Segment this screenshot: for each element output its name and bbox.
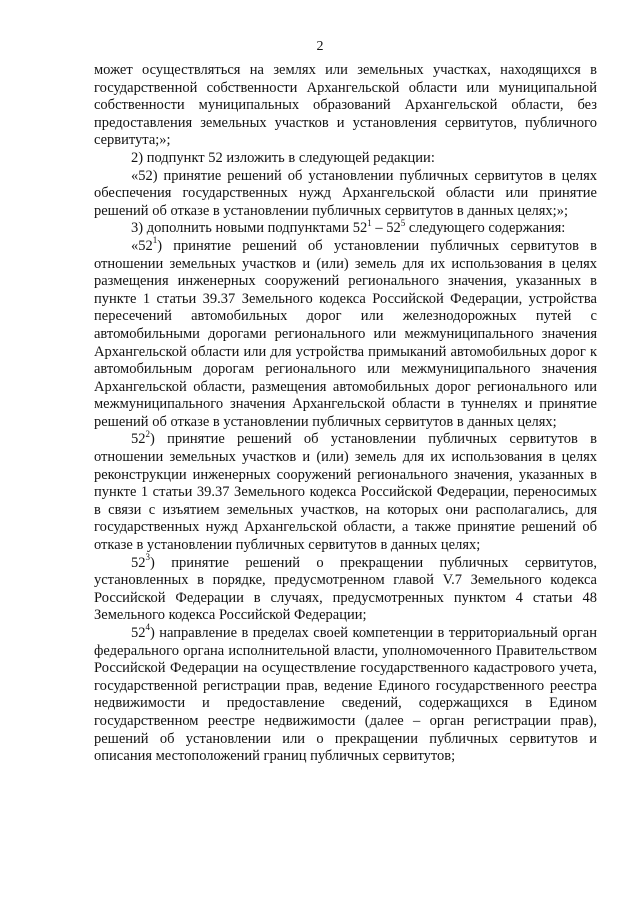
superscript-index: 1 (367, 217, 372, 228)
superscript-index: 2 (145, 428, 150, 439)
text-run: – 52 (371, 220, 401, 237)
paragraph-p2 (94, 168, 597, 221)
superscript-index: 5 (400, 217, 406, 228)
paragraph-p7 (94, 622, 597, 766)
paragraph-p5 (94, 428, 597, 554)
paragraph-p6 (94, 551, 597, 625)
superscript-index: 1 (152, 235, 158, 246)
page-number: 2 (316, 39, 324, 54)
text-run: 2) подпункт 52 изложить в следующей редакции: (131, 149, 435, 166)
paragraph-p1 (94, 150, 597, 168)
text-run: ) принятие решений об установлении публичных сервитутов в отношении земельных участков и (или) земель для их использования в целях размещения инженерных сооружений регионального значения, указанных в пункте 1 статьи 39.37 Земельного кодекса Российской Федерации, устройства пересечений автомобильных дорог или железнодорожных путей с автомобильными дорогами регионального или межмуниципального значения Архангельской области или для устройства примыканий автомобильных дорог к автомобильным дорогам регионального или межмуниципального значения Архангельской области, размещения автомобильных дорог регионального или межмуниципального значения Архангельской области в туннелях и принятие решений об отказе в установлении публичных сервитутов в данных целях; (94, 237, 597, 430)
text-run: 52 (131, 431, 146, 448)
paragraph-p4 (94, 235, 597, 432)
text-run: ) принятие решений о прекращении публичных сервитутов, установленных в порядке, предусмотренном главой V.7 Земельного кодекса Российской Федерации в случаях, предусмотренных пунктом 4 статьи 48 Земельного кодекса Российской Федерации; (94, 554, 597, 624)
text-run: ) принятие решений об установлении публичных сервитутов в отношении земельных участков и (или) земель для их использования в целях реконструкции инженерных сооружений регионального значения, указанных в пункте 1 статьи 39.37 Земельного кодекса Российской Федерации, переносимых в связи с изъятием земельных участков, на которых они располагались, для государственных нужд Архангельской области, а также принятие решений об отказе в установлении публичных сервитутов в данных целях; (94, 431, 597, 554)
text-run: 3) дополнить новыми подпунктами 52 (131, 220, 368, 237)
paragraph-p0 (94, 62, 597, 150)
text-run: «52) принятие решений об установлении публичных сервитутов в целях обеспечения государственных нужд Архангельской области или принятие решений об отказе в установлении публичных сервитутов в данных целях;»; (94, 167, 597, 219)
superscript-index: 3 (145, 551, 150, 562)
document-body (94, 62, 597, 766)
text-run: ) направление в пределах своей компетенции в территориальный орган федерального органа исполнительной власти, уполномоченного Правительством Российской Федерации на осуществление государственного кадастрового учета, государственной регистрации прав, ведение Единого государственного реестра недвижимости и предоставление сведений, содержащихся в Едином государственном реестре недвижимости (далее – орган регистрации прав), решений об установлении или о прекращении публичных сервитутов и описания местоположений границ публичных сервитутов; (94, 625, 597, 765)
text-run: 52 (131, 625, 146, 641)
text-run: 52 (131, 554, 146, 571)
text-run: «52 (131, 237, 153, 254)
text-run: следующего содержания: (405, 220, 566, 237)
superscript-index: 4 (145, 622, 150, 633)
text-run: может осуществляться на землях или земельных участках, находящихся в государственной собственности Архангельской области или муниципальной собственности муниципальных образований Архангельской области, без предоставления земельных участков и установления сервитутов, публичного сервитута;»; (94, 62, 597, 149)
paragraph-p3 (94, 217, 597, 238)
